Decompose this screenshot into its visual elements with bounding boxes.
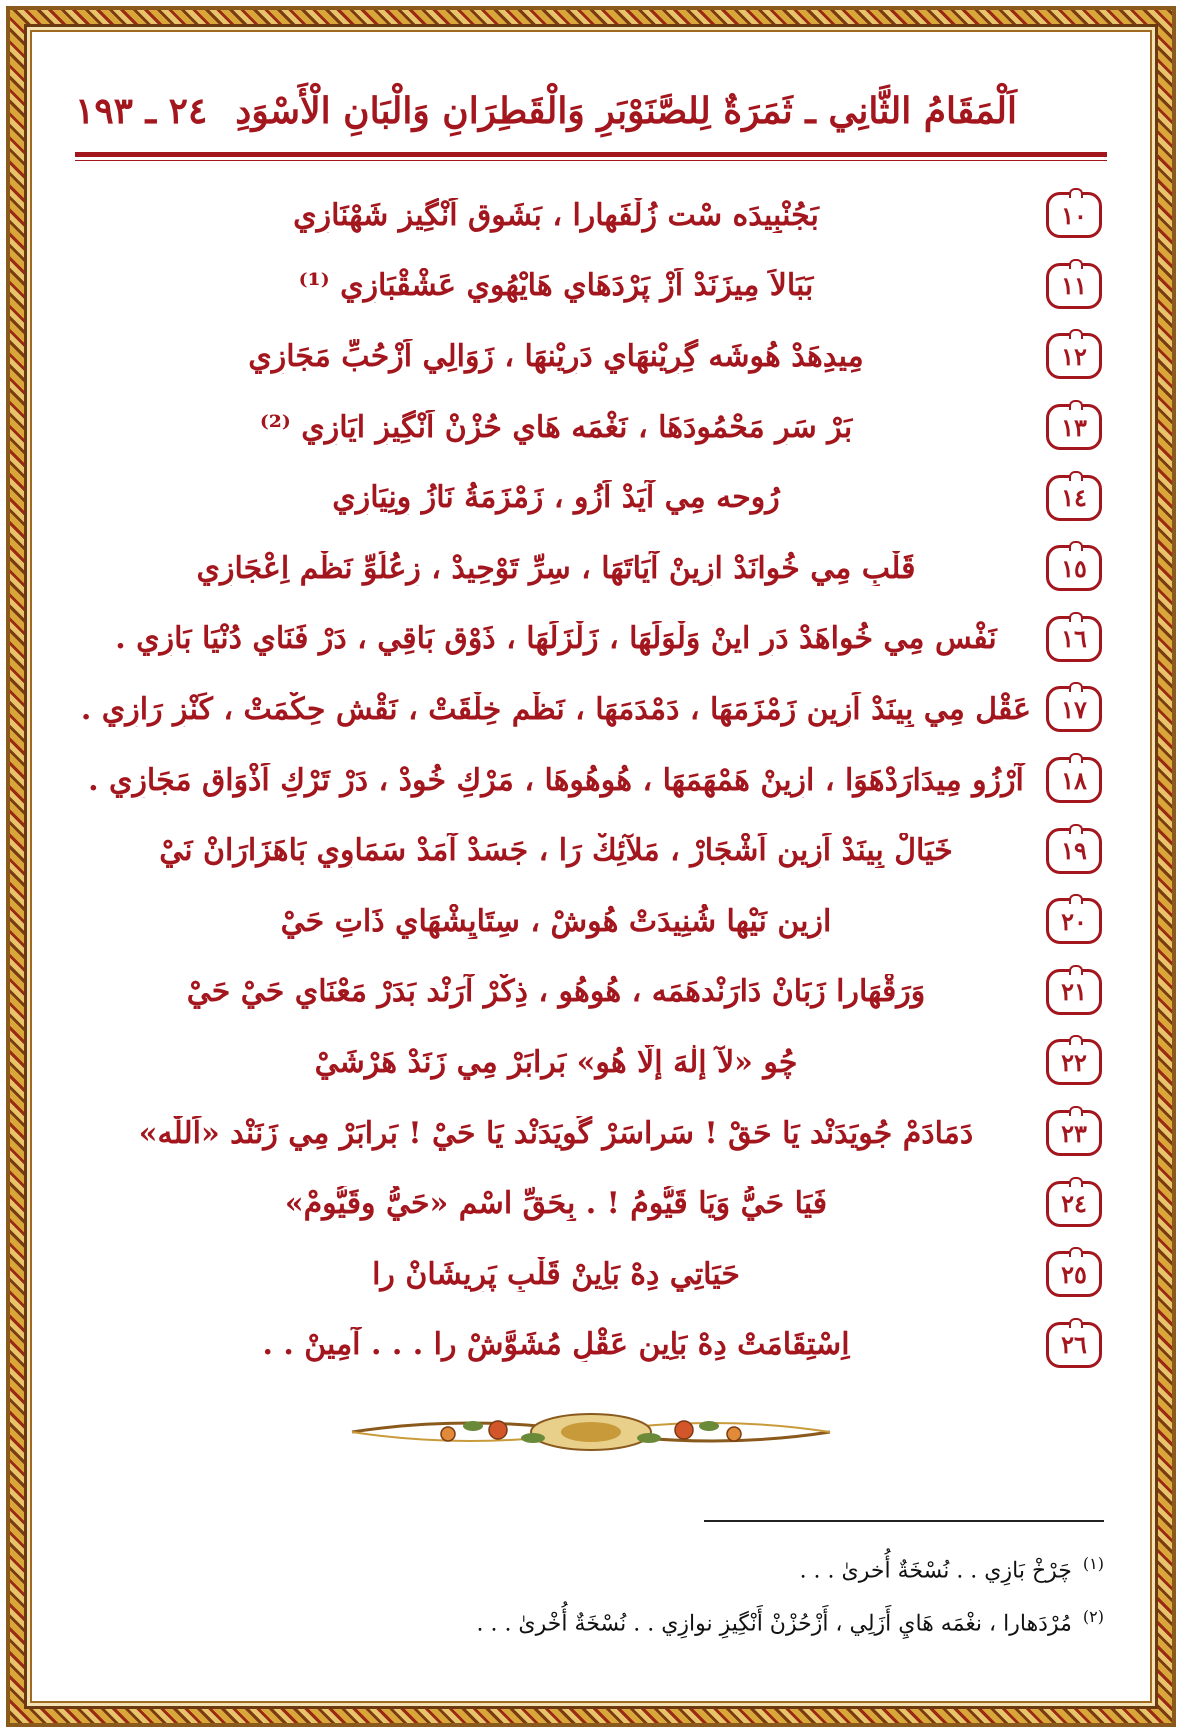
verse-number-badge: ١٨	[1046, 757, 1102, 803]
verse-text: نَفْس مِي خُواهَدْ دَرِ اينْ وَلْوَلَهَا ، زَلْزَلَهَا ، ذَوْق بَاقِي ، دَرْ فَنَايِ دُنْيَا بَازِي .	[115, 621, 997, 657]
verse-text: وَرَقْهَارا زَبَانْ دَارَنْدهَمَه ، هُوهُو ، ذِكْرْ آرَنْد بَدَرْ مَعْنَايِ حَيْ حَيْ	[186, 974, 926, 1010]
verse-row	[80, 392, 1102, 463]
verse-row	[80, 321, 1102, 392]
verse-row	[80, 815, 1102, 886]
verse-number-badge: ٢٠	[1046, 898, 1102, 944]
verse-number-badge: ٢٦	[1046, 1322, 1102, 1368]
verse-row	[80, 533, 1102, 604]
header-rule	[75, 152, 1107, 157]
verse-number-badge: ٢٣	[1046, 1110, 1102, 1156]
page-reference: ٢٤ ـ ١٩٣	[75, 90, 208, 132]
verse-list	[80, 180, 1102, 1380]
verse-number-badge: ٢٥	[1046, 1251, 1102, 1297]
verse-row	[80, 251, 1102, 322]
verse-number-badge: ١٣	[1046, 404, 1102, 450]
verse-number-badge: ١٦	[1046, 616, 1102, 662]
verse-number-badge: ١٥	[1046, 545, 1102, 591]
verse-text: بَبَالاَ مِيزَنَدْ اَزْ پَرْدَهَايِ هَايْهُوِي عَشْقْبَازِي ⁽¹⁾	[298, 268, 814, 304]
footnote-text: چَرْخْ بَازِي . . نُسْخَةٌ أُخرىٰ . . .	[799, 1558, 1072, 1584]
verse-text: مِيدِهَدْ هُوشَه گِرِيْنهَايِ دَرِيْنهَا ، زَوَالِي اَزْحُبِّ مَجَازِي	[248, 338, 864, 374]
verse-row	[80, 745, 1102, 816]
verse-row	[80, 886, 1102, 957]
footnote	[80, 1600, 1104, 1641]
verse-number-badge: ١٩	[1046, 828, 1102, 874]
verse-text: چُو «لآ إِلٰهَ إِلّا هُو» بَرابَرْ مِي زَنَدْ هَرْشَيْ	[314, 1044, 798, 1080]
verse-row	[80, 604, 1102, 675]
verse-number-badge: ١٠	[1046, 192, 1102, 238]
verse-text: آرْزُو مِيدَارَدْهَوَا ، ازِينْ هَمْهَمَهَا ، هُوهُوهَا ، مَرْكِ خُودْ ، دَرْ تَرْكِ اَذْوَاقِ مَجَازِي .	[88, 762, 1024, 798]
verse-text: رُوحه مِي آيَدْ اَزُو ، زَمْزَمَةُ نَازُ وِنِيَازِي	[332, 480, 780, 516]
footnote-rule	[704, 1520, 1104, 1522]
verse-row	[80, 1310, 1102, 1381]
verse-row	[80, 462, 1102, 533]
verse-text: ازِين نَيْها شُنِيدَتْ هُوشْ ، سِتَايِشْهَايِ ذَاتِ حَيْ	[280, 903, 832, 939]
verse-text: عَقْل مِي بِينَدْ اَزِين زَمْزَمَهَا ، دَمْدَمَهَا ، نَظْم خِلْقَتْ ، نَقْشِ حِكْمَتْ ، كَنْزِ رَازِي .	[80, 691, 1032, 727]
verse-text: بَجُنْبِيدَه سْت زُلْفَهارا ، بَشَوق اَنْگِيز شَهْنَازِي	[293, 197, 819, 233]
verse-number-badge: ١٢	[1046, 333, 1102, 379]
header-rule-thin	[75, 160, 1107, 161]
verse-row	[80, 1168, 1102, 1239]
verse-row	[80, 674, 1102, 745]
verse-number-badge: ١١	[1046, 263, 1102, 309]
verse-row	[80, 180, 1102, 251]
footnote-mark: (٢)	[1082, 1607, 1104, 1627]
verse-text: قَلْبِ مِي خُوانَدْ ازِينْ آيَاتَهَا ، سِرِّ تَوْحِيدْ ، زِعُلُوِّ نَظْمِ اِعْجَازِي	[196, 550, 916, 586]
verse-number-badge: ١٧	[1046, 686, 1102, 732]
verse-number-badge: ٢٤	[1046, 1181, 1102, 1227]
verse-row	[80, 957, 1102, 1028]
page-title: اَلْمَقَامُ الثَّانِي ـ ثَمَرَةٌ لِلصَّنَوْبَرِ وَالْقَطِرَانِ وَالْبَانِ الْأَسْوَدِ	[235, 90, 1017, 132]
footnotes	[80, 1535, 1104, 1642]
verse-text: بَرْ سَرِ مَحْمُودَهَا ، نَغْمَه هَايِ حُزْنْ اَنْگِيزِ ايَازِي ⁽²⁾	[259, 409, 853, 445]
verse-row	[80, 1098, 1102, 1169]
footnote-text: مُرْدَهارا ، نغْمَه هَايِ أَزَلِي ، أَزْحُزْنْ أَنْگِيزِ نوازِي . . نُسْخَةٌ أُخْرىٰ . . .	[476, 1611, 1072, 1637]
verse-number-badge: ١٤	[1046, 475, 1102, 521]
verse-text: اِسْتِقَامَتْ دِهْ بَاِين عَقْلِ مُشَوَّشْ را . . . آمِينْ . .	[262, 1327, 850, 1363]
verse-text: خَيَالْ بِينَدْ اَزِين اَشْجَارْ ، مَلآئِكْ رَا ، جَسَدْ آمَدْ سَمَاوِي بَاهَزَارَانْ نَيْ	[159, 833, 953, 869]
verse-row	[80, 1239, 1102, 1310]
footnote	[80, 1547, 1104, 1588]
verse-number-badge: ٢٢	[1046, 1039, 1102, 1085]
verse-text: فَيَا حَيُّ وَيَا قَيُّومُ ! . بِحَقِّ اسْمِ «حَيُّ وقَيُّومْ»	[284, 1186, 828, 1222]
footnote-mark: (١)	[1082, 1554, 1104, 1573]
verse-row	[80, 1027, 1102, 1098]
verse-text: حَيَاتِي دِهْ بَاِينْ قَلْبِ پَرِيشَانْ را	[372, 1256, 740, 1292]
floral-ornament	[348, 1408, 834, 1456]
verse-text: دَمَادَمْ جُويَدَنْد يَا حَقْ ! سَراسَرْ گُويَدَنْد يَا حَيْ ! بَرابَرْ مِي زَنَنْد «اَللّٰه»	[138, 1115, 974, 1151]
verse-number-badge: ٢١	[1046, 969, 1102, 1015]
